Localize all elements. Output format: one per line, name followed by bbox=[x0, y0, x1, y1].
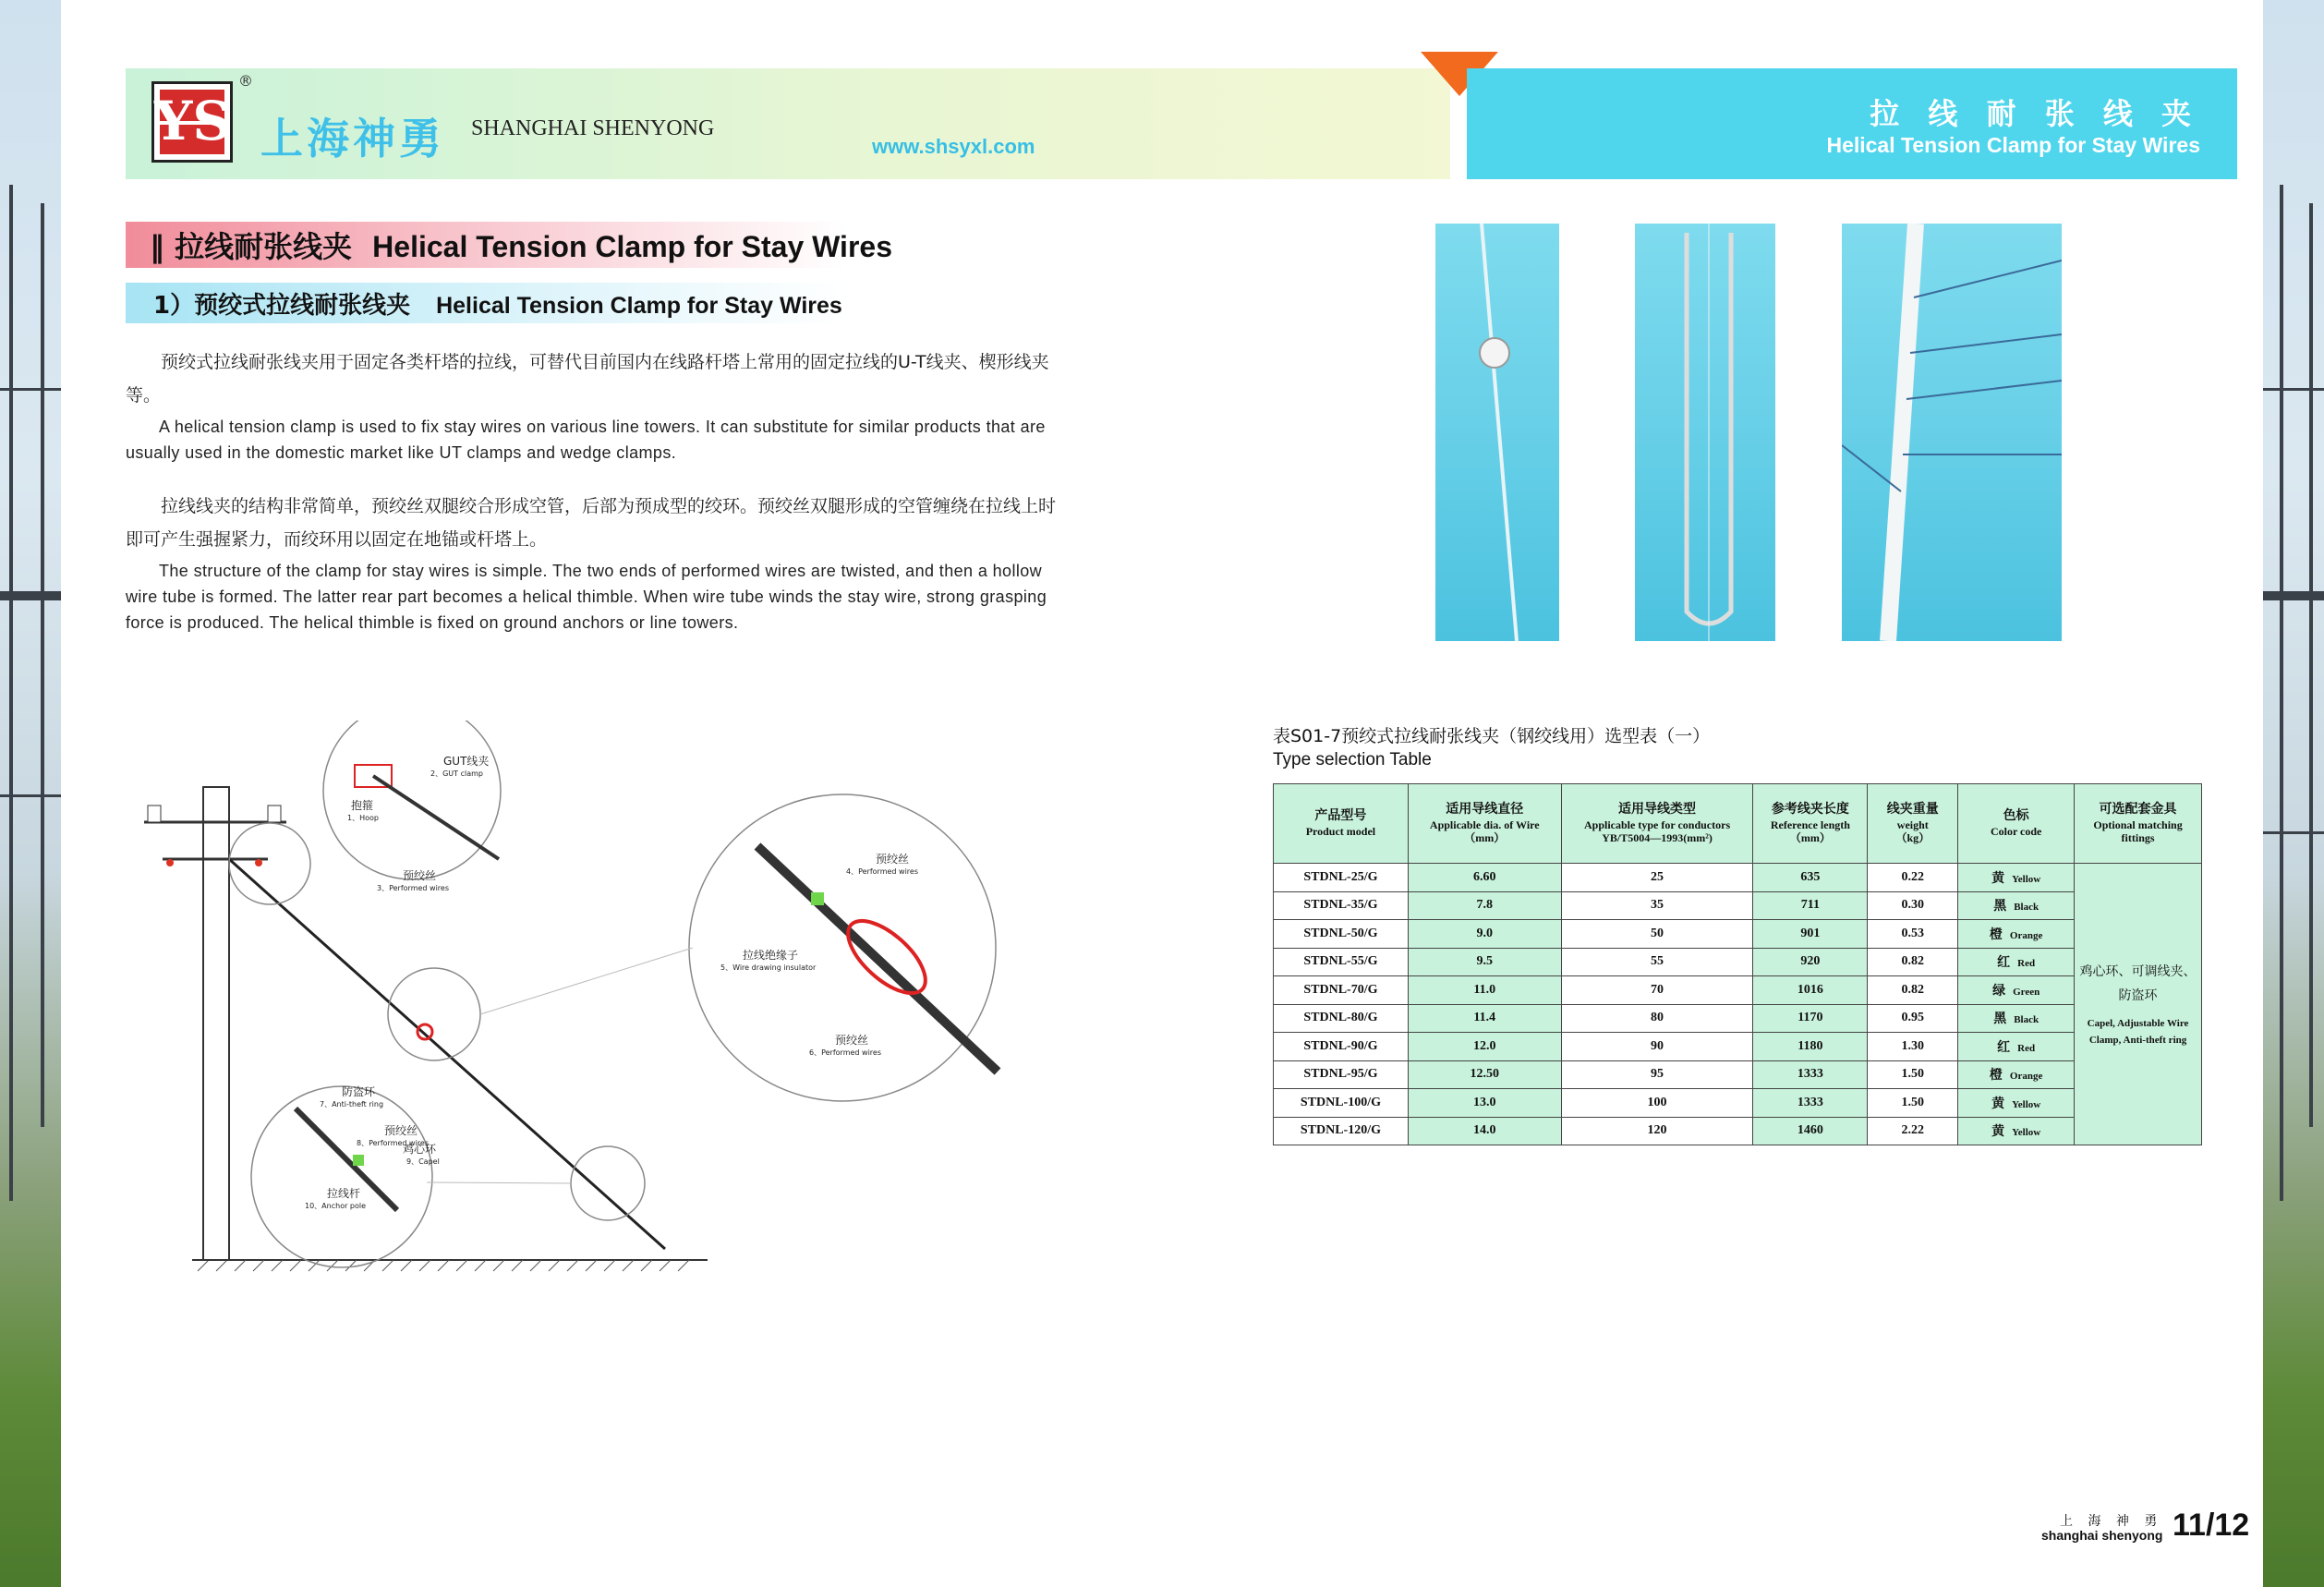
cell-length: 1333 bbox=[1753, 1060, 1868, 1089]
cell-weight: 0.53 bbox=[1868, 920, 1958, 949]
header-product-bar bbox=[1467, 68, 2237, 179]
cell-model: STDNL-50/G bbox=[1274, 920, 1409, 949]
cell-color: 红 Red bbox=[1958, 948, 2075, 976]
table-row bbox=[1274, 891, 2202, 920]
cell-color: 黑 Black bbox=[1958, 1004, 2075, 1033]
brand-name-en: SHANGHAI SHENYONG bbox=[471, 116, 715, 140]
cell-diameter: 7.8 bbox=[1408, 891, 1561, 920]
header-diameter: 适用导线直径 Applicable dia. of Wire （mm） bbox=[1408, 784, 1561, 864]
cell-weight: 2.22 bbox=[1868, 1117, 1958, 1145]
table-row bbox=[1274, 1060, 2202, 1089]
cell-weight: 1.50 bbox=[1868, 1060, 1958, 1089]
cell-model: STDNL-100/G bbox=[1274, 1089, 1409, 1118]
cell-type: 90 bbox=[1561, 1033, 1753, 1061]
cell-weight: 1.30 bbox=[1868, 1033, 1958, 1061]
cell-diameter: 12.50 bbox=[1408, 1060, 1561, 1089]
structure-paragraph-cn: 拉线线夹的结构非常简单，预绞丝双腿绞合形成空管，后部为预成型的绞环。预绞丝双腿形成的空管缠绕在拉线上时即可产生强握紧力，而绞环用以固定在地锚或杆塔上。 bbox=[126, 496, 1057, 550]
cell-type: 80 bbox=[1561, 1004, 1753, 1033]
website-url[interactable]: www.shsyxl.com bbox=[872, 135, 1035, 158]
cell-model: STDNL-70/G bbox=[1274, 976, 1409, 1005]
company-logo: YS bbox=[151, 81, 233, 163]
cell-model: STDNL-25/G bbox=[1274, 864, 1409, 892]
table-row bbox=[1274, 1033, 2202, 1061]
cell-model: STDNL-80/G bbox=[1274, 1004, 1409, 1033]
cell-diameter: 11.4 bbox=[1408, 1004, 1561, 1033]
cell-color: 黄 Yellow bbox=[1958, 1089, 2075, 1118]
table-header-row bbox=[1274, 784, 2202, 864]
page-number: 11/12 bbox=[2173, 1508, 2250, 1543]
diagram-label-pw6-cn: 预绞丝 bbox=[835, 1034, 869, 1047]
cell-length: 1170 bbox=[1753, 1004, 1868, 1033]
table-row bbox=[1274, 976, 2202, 1005]
cell-weight: 0.95 bbox=[1868, 1004, 1958, 1033]
diagram-label-ring-en: 7、Anti-theft ring bbox=[320, 1100, 384, 1108]
diagram-label-hoop-en: 1、Hoop bbox=[347, 814, 379, 822]
table-row bbox=[1274, 948, 2202, 976]
installation-diagram bbox=[129, 721, 1090, 1275]
cell-diameter: 14.0 bbox=[1408, 1117, 1561, 1145]
cell-diameter: 6.60 bbox=[1408, 864, 1561, 892]
intro-paragraph-en: A helical tension clamp is used to fix stay wires on various line towers. It can substitute for similar products that are usually used in the domestic market like UT clamps and wedge clamps. bbox=[126, 418, 1046, 462]
cell-length: 1180 bbox=[1753, 1033, 1868, 1061]
type-selection-table bbox=[1273, 783, 2202, 1145]
diagram-label-anchor-en: 10、Anchor pole bbox=[305, 1202, 367, 1210]
diagram-label-gut-en: 2、GUT clamp bbox=[430, 769, 483, 778]
cell-color: 绿 Green bbox=[1958, 976, 2075, 1005]
cell-weight: 0.82 bbox=[1868, 976, 1958, 1005]
cell-weight: 0.22 bbox=[1868, 864, 1958, 892]
intro-paragraph-cn: 预绞式拉线耐张线夹用于固定各类杆塔的拉线，可替代目前国内在线路杆塔上常用的固定拉线的U-T线夹、楔形线夹等。 bbox=[126, 352, 1049, 406]
cell-color: 橙 Orange bbox=[1958, 920, 2075, 949]
table-row bbox=[1274, 864, 2202, 892]
header-weight: 线夹重量 weight （kg） bbox=[1868, 784, 1958, 864]
table-caption-en: Type selection Table bbox=[1273, 750, 1432, 769]
cell-diameter: 13.0 bbox=[1408, 1089, 1561, 1118]
cell-model: STDNL-55/G bbox=[1274, 948, 1409, 976]
product-photo-pole bbox=[1842, 224, 2062, 641]
table-row bbox=[1274, 1089, 2202, 1118]
product-photo-installed bbox=[1435, 224, 1559, 641]
cell-type: 120 bbox=[1561, 1117, 1753, 1145]
diagram-label-pw4-en: 4、Performed wires bbox=[846, 867, 919, 876]
product-title-cn: 拉 线 耐 张 线 夹 bbox=[1870, 96, 2200, 131]
cell-model: STDNL-95/G bbox=[1274, 1060, 1409, 1089]
cell-length: 1460 bbox=[1753, 1117, 1868, 1145]
cell-length: 920 bbox=[1753, 948, 1868, 976]
cell-color: 红 Red bbox=[1958, 1033, 2075, 1061]
diagram-label-capel-cn: 鸡心环 bbox=[403, 1143, 437, 1156]
cell-model: STDNL-35/G bbox=[1274, 891, 1409, 920]
cell-length: 635 bbox=[1753, 864, 1868, 892]
cell-weight: 1.50 bbox=[1868, 1089, 1958, 1118]
diagram-label-hoop-cn: 抱箍 bbox=[351, 799, 374, 812]
diagram-label-capel-en: 9、Capel bbox=[406, 1157, 440, 1166]
cell-color: 黄 Yellow bbox=[1958, 864, 2075, 892]
footer-brand-cn: 上 海 神 勇 bbox=[2060, 1514, 2163, 1529]
header-brand-bar bbox=[126, 68, 1450, 179]
table-row bbox=[1274, 1117, 2202, 1145]
cell-weight: 0.30 bbox=[1868, 891, 1958, 920]
cell-model: STDNL-90/G bbox=[1274, 1033, 1409, 1061]
cell-diameter: 12.0 bbox=[1408, 1033, 1561, 1061]
header-color-code: 色标 Color code bbox=[1958, 784, 2075, 864]
diagram-label-pw6-en: 6、Performed wires bbox=[809, 1048, 882, 1057]
table-row bbox=[1274, 920, 2202, 949]
cell-type: 50 bbox=[1561, 920, 1753, 949]
cell-type: 25 bbox=[1561, 864, 1753, 892]
cell-model: STDNL-120/G bbox=[1274, 1117, 1409, 1145]
cell-length: 1333 bbox=[1753, 1089, 1868, 1118]
cell-fittings: 鸡心环、可调线夹、防盗环 Capel, Adjustable Wire Clamp, Anti-theft ring bbox=[2075, 864, 2202, 1145]
cell-type: 95 bbox=[1561, 1060, 1753, 1089]
cell-length: 901 bbox=[1753, 920, 1868, 949]
diagram-label-ins-cn: 拉线绝缘子 bbox=[743, 949, 799, 962]
diagram-label-anchor-cn: 拉线杆 bbox=[327, 1187, 361, 1200]
cell-color: 黑 Black bbox=[1958, 891, 2075, 920]
header-fittings: 可选配套金具 Optional matching fittings bbox=[2075, 784, 2202, 864]
cell-type: 100 bbox=[1561, 1089, 1753, 1118]
cell-diameter: 11.0 bbox=[1408, 976, 1561, 1005]
diagram-label-ring-cn: 防盗环 bbox=[342, 1085, 376, 1098]
cell-type: 70 bbox=[1561, 976, 1753, 1005]
table-row bbox=[1274, 1004, 2202, 1033]
left-photo-strip bbox=[0, 0, 61, 1587]
diagram-label-pw8-cn: 预绞丝 bbox=[384, 1124, 418, 1137]
footer-brand-en: shanghai shenyong bbox=[2041, 1528, 2163, 1543]
diagram-label-pw8-en: 8、Performed wires bbox=[357, 1139, 430, 1147]
cell-type: 35 bbox=[1561, 891, 1753, 920]
structure-paragraph-en: The structure of the clamp for stay wires is simple. The two ends of performed wires are twisted, and then a hollow wire tube is formed. The latter rear part becomes a helical thimble. When wire tube winds the stay wire, strong grasping force is produced. The helical thimble is fixed on ground anchors or line towers. bbox=[126, 562, 1047, 632]
registered-mark: ® bbox=[238, 72, 253, 90]
diagram-label-pw3-en: 3、Performed wires bbox=[377, 884, 450, 892]
subsection-title: 1）预绞式拉线耐张线夹 Helical Tension Clamp for Stay Wires bbox=[153, 292, 842, 320]
header-length: 参考线夹长度 Reference length （mm） bbox=[1753, 784, 1868, 864]
cell-diameter: 9.5 bbox=[1408, 948, 1561, 976]
cell-length: 711 bbox=[1753, 891, 1868, 920]
brand-name-cn: 上海神勇 bbox=[260, 114, 445, 164]
header-conductor-type: 适用导线类型 Applicable type for conductors YB/T5004—1993(mm²) bbox=[1561, 784, 1753, 864]
diagram-label-gut-cn: GUT线夹 bbox=[443, 755, 490, 768]
header-model: 产品型号 Product model bbox=[1274, 784, 1409, 864]
cell-length: 1016 bbox=[1753, 976, 1868, 1005]
right-photo-strip bbox=[2263, 0, 2324, 1587]
product-photo-clamp bbox=[1635, 224, 1775, 641]
product-title-en: Helical Tension Clamp for Stay Wires bbox=[1826, 133, 2200, 157]
cell-diameter: 9.0 bbox=[1408, 920, 1561, 949]
diagram-label-ins-en: 5、Wire drawing insulator bbox=[720, 963, 817, 972]
diagram-label-pw4-cn: 预绞丝 bbox=[876, 853, 910, 866]
table-caption-cn: 表S01-7预绞式拉线耐张线夹（钢绞线用）选型表（一） bbox=[1273, 726, 1711, 746]
section-title: ‖ 拉线耐张线夹 Helical Tension Clamp for Stay Wires bbox=[150, 229, 892, 264]
diagram-label-pw3-cn: 预绞丝 bbox=[403, 869, 437, 882]
cell-color: 橙 Orange bbox=[1958, 1060, 2075, 1089]
cell-weight: 0.82 bbox=[1868, 948, 1958, 976]
cell-color: 黄 Yellow bbox=[1958, 1117, 2075, 1145]
cell-type: 55 bbox=[1561, 948, 1753, 976]
